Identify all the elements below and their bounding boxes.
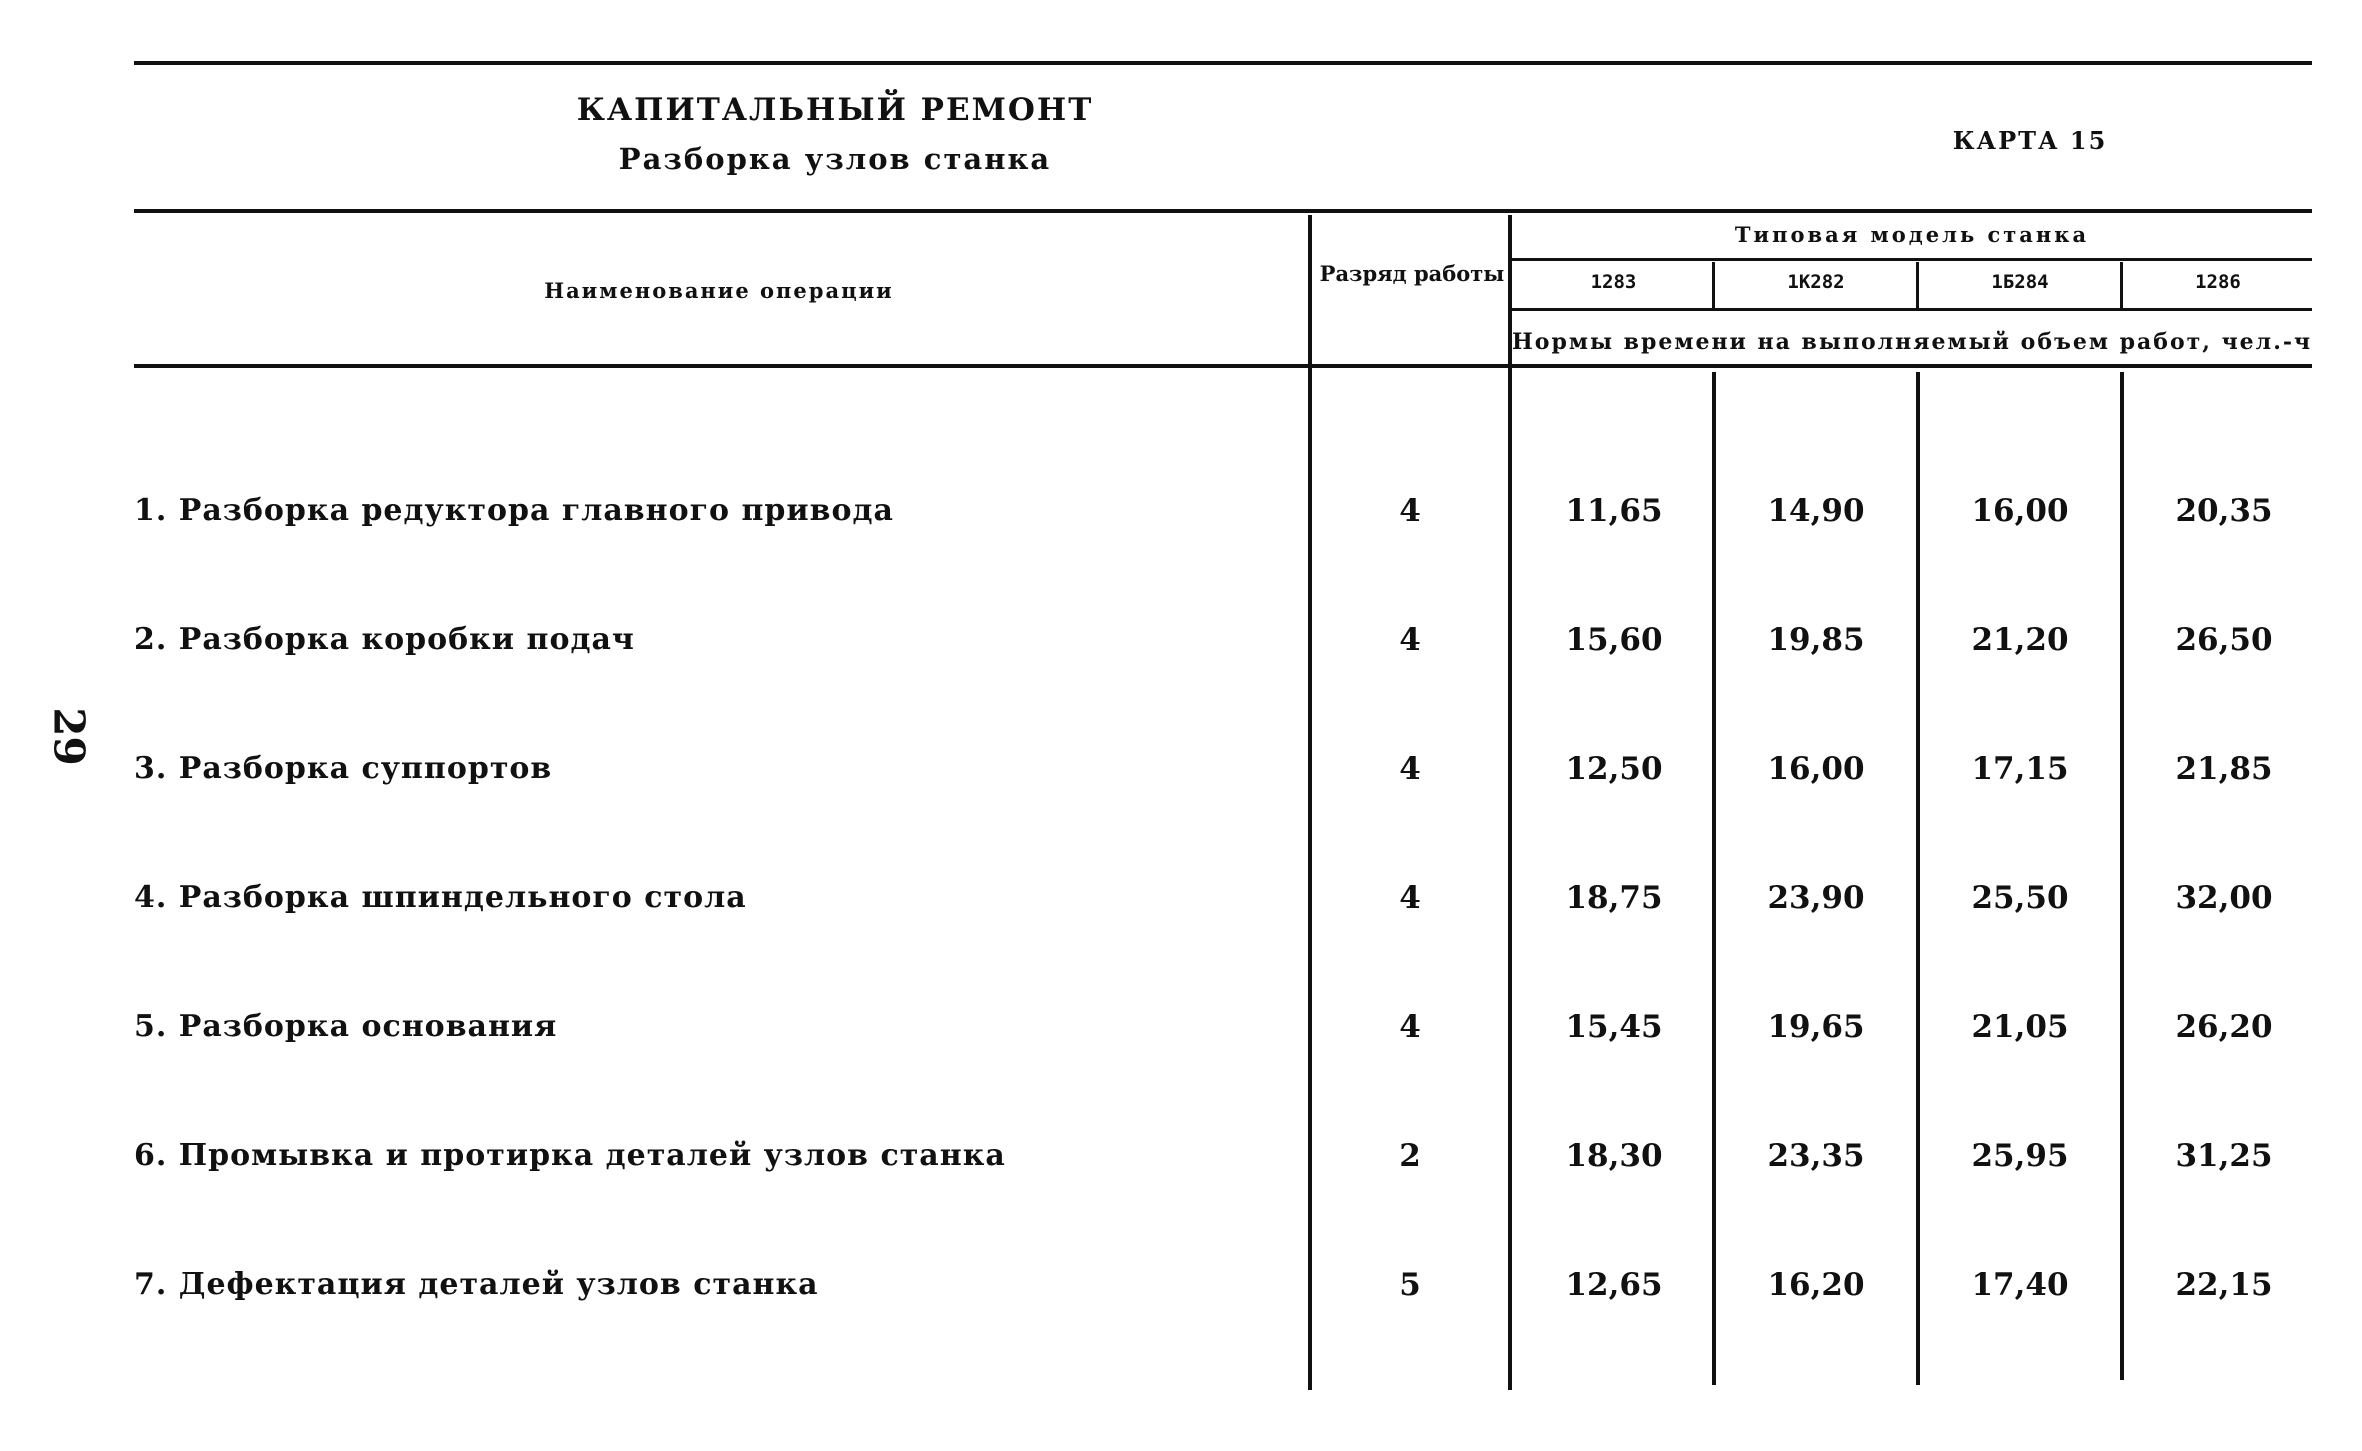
table-cell-value: 21,05 xyxy=(1971,1009,2069,1045)
table-cell-value: 18,30 xyxy=(1565,1138,1663,1174)
column-divider-grade-left xyxy=(1308,215,1312,1390)
table-row-name: 2. Разборка коробки подач xyxy=(134,622,635,657)
table-cell-value: 26,20 xyxy=(2175,1009,2273,1045)
table-cell-value: 25,95 xyxy=(1971,1138,2069,1174)
table-row-name: 5. Разборка основания xyxy=(134,1009,558,1044)
table-cell-value: 15,45 xyxy=(1565,1009,1663,1045)
column-header-model-2: 1К282 xyxy=(1787,271,1845,293)
top-rule xyxy=(134,61,2312,65)
table-cell-grade: 5 xyxy=(1399,1267,1421,1303)
card-label: КАРТА 15 xyxy=(1952,126,2108,155)
table-cell-value: 18,75 xyxy=(1565,880,1663,916)
table-cell-grade: 4 xyxy=(1399,1009,1421,1045)
column-header-model-3: 1Б284 xyxy=(1991,271,2049,293)
column-header-model-1: 1283 xyxy=(1590,271,1637,293)
document-title: КАПИТАЛЬНЫЙ РЕМОНТ xyxy=(576,92,1094,128)
table-cell-value: 15,60 xyxy=(1565,622,1663,658)
model-divider xyxy=(2120,262,2123,308)
model-group-rule xyxy=(1512,258,2312,261)
table-cell-value: 25,50 xyxy=(1971,880,2069,916)
table-cell-value: 20,35 xyxy=(2175,493,2273,529)
table-cell-value: 11,65 xyxy=(1565,493,1663,529)
table-row-name: 1. Разборка редуктора главного привода xyxy=(134,493,894,528)
table-row-name: 6. Промывка и протирка деталей узлов станка xyxy=(134,1138,1006,1173)
table-cell-grade: 4 xyxy=(1399,880,1421,916)
table-header-bottom-rule xyxy=(134,364,2312,368)
table-cell-value: 14,90 xyxy=(1767,493,1865,529)
table-cell-value: 12,65 xyxy=(1565,1267,1663,1303)
table-cell-value: 19,85 xyxy=(1767,622,1865,658)
table-cell-value: 16,00 xyxy=(1971,493,2069,529)
column-header-operation: Наименование операции xyxy=(544,278,894,303)
document-subtitle: Разборка узлов станка xyxy=(618,142,1052,176)
table-cell-value: 16,00 xyxy=(1767,751,1865,787)
table-cell-grade: 4 xyxy=(1399,751,1421,787)
table-cell-grade: 4 xyxy=(1399,493,1421,529)
table-cell-value: 22,15 xyxy=(2175,1267,2273,1303)
norms-label: Нормы времени на выполняемый объем работ, чел.-ч xyxy=(1512,329,2313,355)
page-number: 29 xyxy=(44,707,94,766)
table-cell-value: 17,15 xyxy=(1971,751,2069,787)
table-cell-value: 26,50 xyxy=(2175,622,2273,658)
table-cell-value: 21,20 xyxy=(1971,622,2069,658)
table-cell-value: 23,90 xyxy=(1767,880,1865,916)
model-divider xyxy=(1712,262,1715,308)
table-row-name: 7. Дефектация деталей узлов станка xyxy=(134,1267,819,1302)
header-bottom-rule xyxy=(134,209,2312,213)
column-header-model-group: Типовая модель станка xyxy=(1734,222,2090,247)
table-cell-value: 21,85 xyxy=(2175,751,2273,787)
table-row-name: 4. Разборка шпиндельного стола xyxy=(134,880,747,915)
table-row-name: 3. Разборка суппортов xyxy=(134,751,553,786)
table-cell-value: 16,20 xyxy=(1767,1267,1865,1303)
column-header-model-4: 1286 xyxy=(2195,271,2241,293)
table-cell-value: 23,35 xyxy=(1767,1138,1865,1174)
table-cell-value: 19,65 xyxy=(1767,1009,1865,1045)
table-cell-grade: 2 xyxy=(1399,1138,1421,1174)
model-divider xyxy=(1916,262,1919,308)
table-cell-grade: 4 xyxy=(1399,622,1421,658)
table-cell-value: 32,00 xyxy=(2175,880,2273,916)
table-cell-value: 31,25 xyxy=(2175,1138,2273,1174)
table-cell-value: 12,50 xyxy=(1565,751,1663,787)
table-cell-value: 17,40 xyxy=(1971,1267,2069,1303)
column-divider-grade-right xyxy=(1508,215,1512,1390)
models-bottom-rule xyxy=(1512,308,2312,311)
column-header-grade: Разряд работы xyxy=(1319,261,1505,286)
